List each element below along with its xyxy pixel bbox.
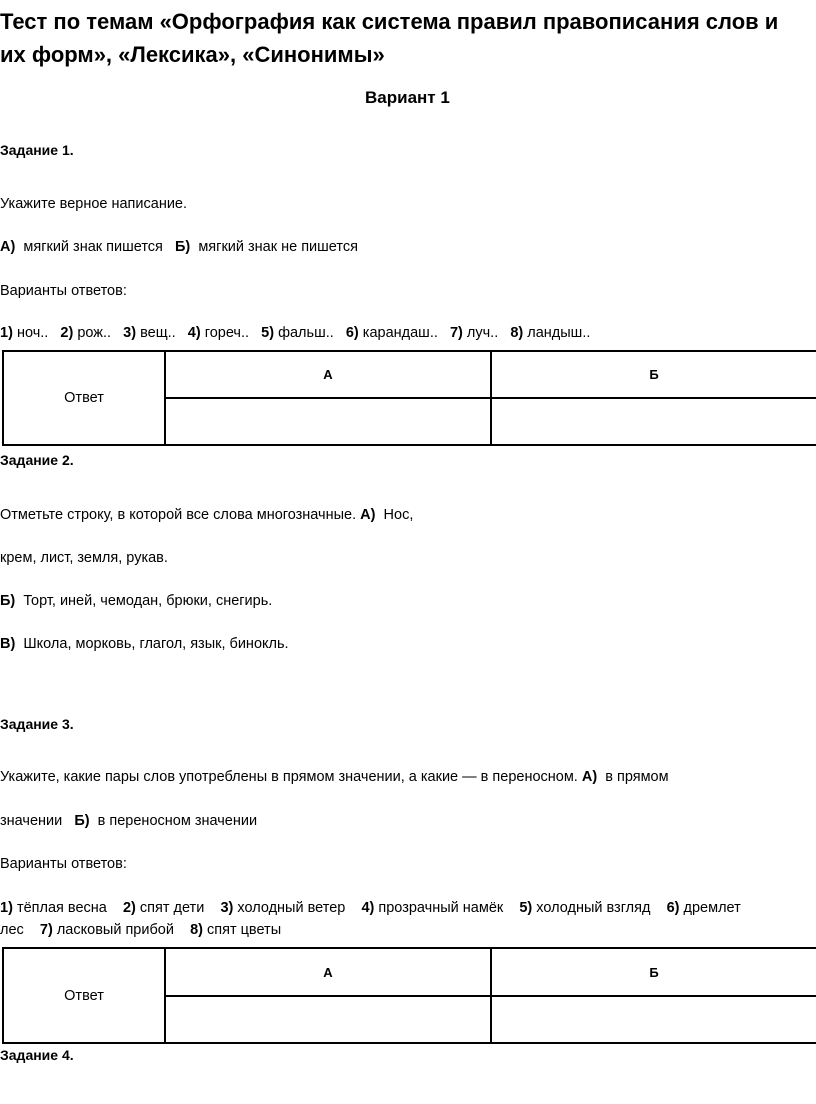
item-number: 7) [449,325,463,341]
answer-cell-b[interactable] [491,996,816,1043]
item-pair: дремлет [683,900,741,916]
option-b-text: Торт, иней, чемодан, брюки, снегирь. [23,593,273,609]
option-b-label: Б) [175,239,191,255]
item-number: 3) [123,325,137,341]
task3-instruction [0,769,669,785]
item-pair: холодный взгляд [536,900,651,916]
column-b-header: Б [491,351,816,398]
item-number: 7) [39,922,53,938]
item-word: ландыш.. [527,325,591,341]
item-word: гореч.. [204,325,250,341]
column-b-header: Б [491,948,816,996]
answer-row-label: Ответ [3,948,165,1043]
option-b-text: в переносном значении [97,813,258,829]
task2-heading: Задание 2. [0,452,74,468]
task3-instruction-line-2 [0,813,257,829]
task1-heading: Задание 1. [0,142,74,158]
document-title-line-1: Тест по темам «Орфография как система правил правописания слов и [0,9,779,34]
item-word: рож.. [77,325,112,341]
item-word: фальш.. [278,325,334,341]
option-b-label: Б) [0,593,16,609]
item-number: 3) [220,900,234,916]
task1-answers-label: Варианты ответов: [0,283,127,299]
task3-heading: Задание 3. [0,716,74,732]
task1-options [0,239,358,255]
item-pair: спят дети [139,900,205,916]
task2-option-b [0,593,272,609]
document-title-line-2: их форм», «Лексика», «Синонимы» [0,42,385,67]
item-number: 5) [261,325,275,341]
option-a-label: А) [581,769,598,785]
option-c-label: В) [0,636,16,652]
task4-heading: Задание 4. [0,1047,74,1063]
item-number: 8) [190,922,203,938]
answer-cell-a[interactable] [165,398,491,445]
item-pair: спят цветы [207,922,282,938]
task1-word-list [0,325,590,341]
task3-answer-table [2,947,816,1044]
item-pair-end: лес [0,922,24,938]
task3-pairs-line-2 [0,922,281,938]
item-pair: ласковый прибой [56,922,174,938]
option-a-text-start: Нос, [383,507,414,523]
item-number: 4) [361,900,375,916]
column-a-header: А [165,948,491,996]
option-a-text: в прямом [605,769,669,785]
answer-cell-a[interactable] [165,996,491,1043]
item-number: 6) [345,325,359,341]
answer-row-label: Ответ [3,351,165,445]
item-pair: прозрачный намёк [378,900,504,916]
item-pair: тёплая весна [16,900,107,916]
item-word: карандаш.. [362,325,438,341]
option-a-text-end: значении [0,813,63,829]
option-a-label: А) [0,239,16,255]
item-pair: холодный ветер [237,900,346,916]
task2-instruction-text: Отметьте строку, в которой все слова многозначные. [0,507,357,523]
item-word: ноч.. [16,325,49,341]
task1-answer-table [2,350,816,446]
item-number: 4) [187,325,201,341]
item-number: 2) [60,325,74,341]
item-number: 1) [0,325,13,341]
option-b-label: Б) [74,813,90,829]
item-word: вещ.. [140,325,176,341]
task2-instruction [0,507,413,523]
item-number: 6) [666,900,680,916]
option-a-label: А) [360,507,376,523]
item-number: 1) [0,900,13,916]
option-c-text: Школа, морковь, глагол, язык, бинокль. [23,636,289,652]
item-number: 8) [510,325,524,341]
task2-option-c [0,636,289,652]
item-number: 5) [519,900,533,916]
answer-cell-b[interactable] [491,398,816,445]
item-word: луч.. [466,325,499,341]
task3-answers-label: Варианты ответов: [0,856,127,872]
task3-pairs-line-1 [0,900,741,916]
variant-label: Вариант 1 [365,88,450,107]
column-a-header: А [165,351,491,398]
option-a-text: мягкий знак пишется [23,239,163,255]
item-number: 2) [122,900,136,916]
task3-instruction-text: Укажите, какие пары слов употреблены в прямом значении, а какие — в переносном. [0,769,578,785]
task1-instruction: Укажите верное написание. [0,196,188,212]
option-a-text-end: крем, лист, земля, рукав. [0,550,168,566]
option-b-text: мягкий знак не пишется [198,239,358,255]
